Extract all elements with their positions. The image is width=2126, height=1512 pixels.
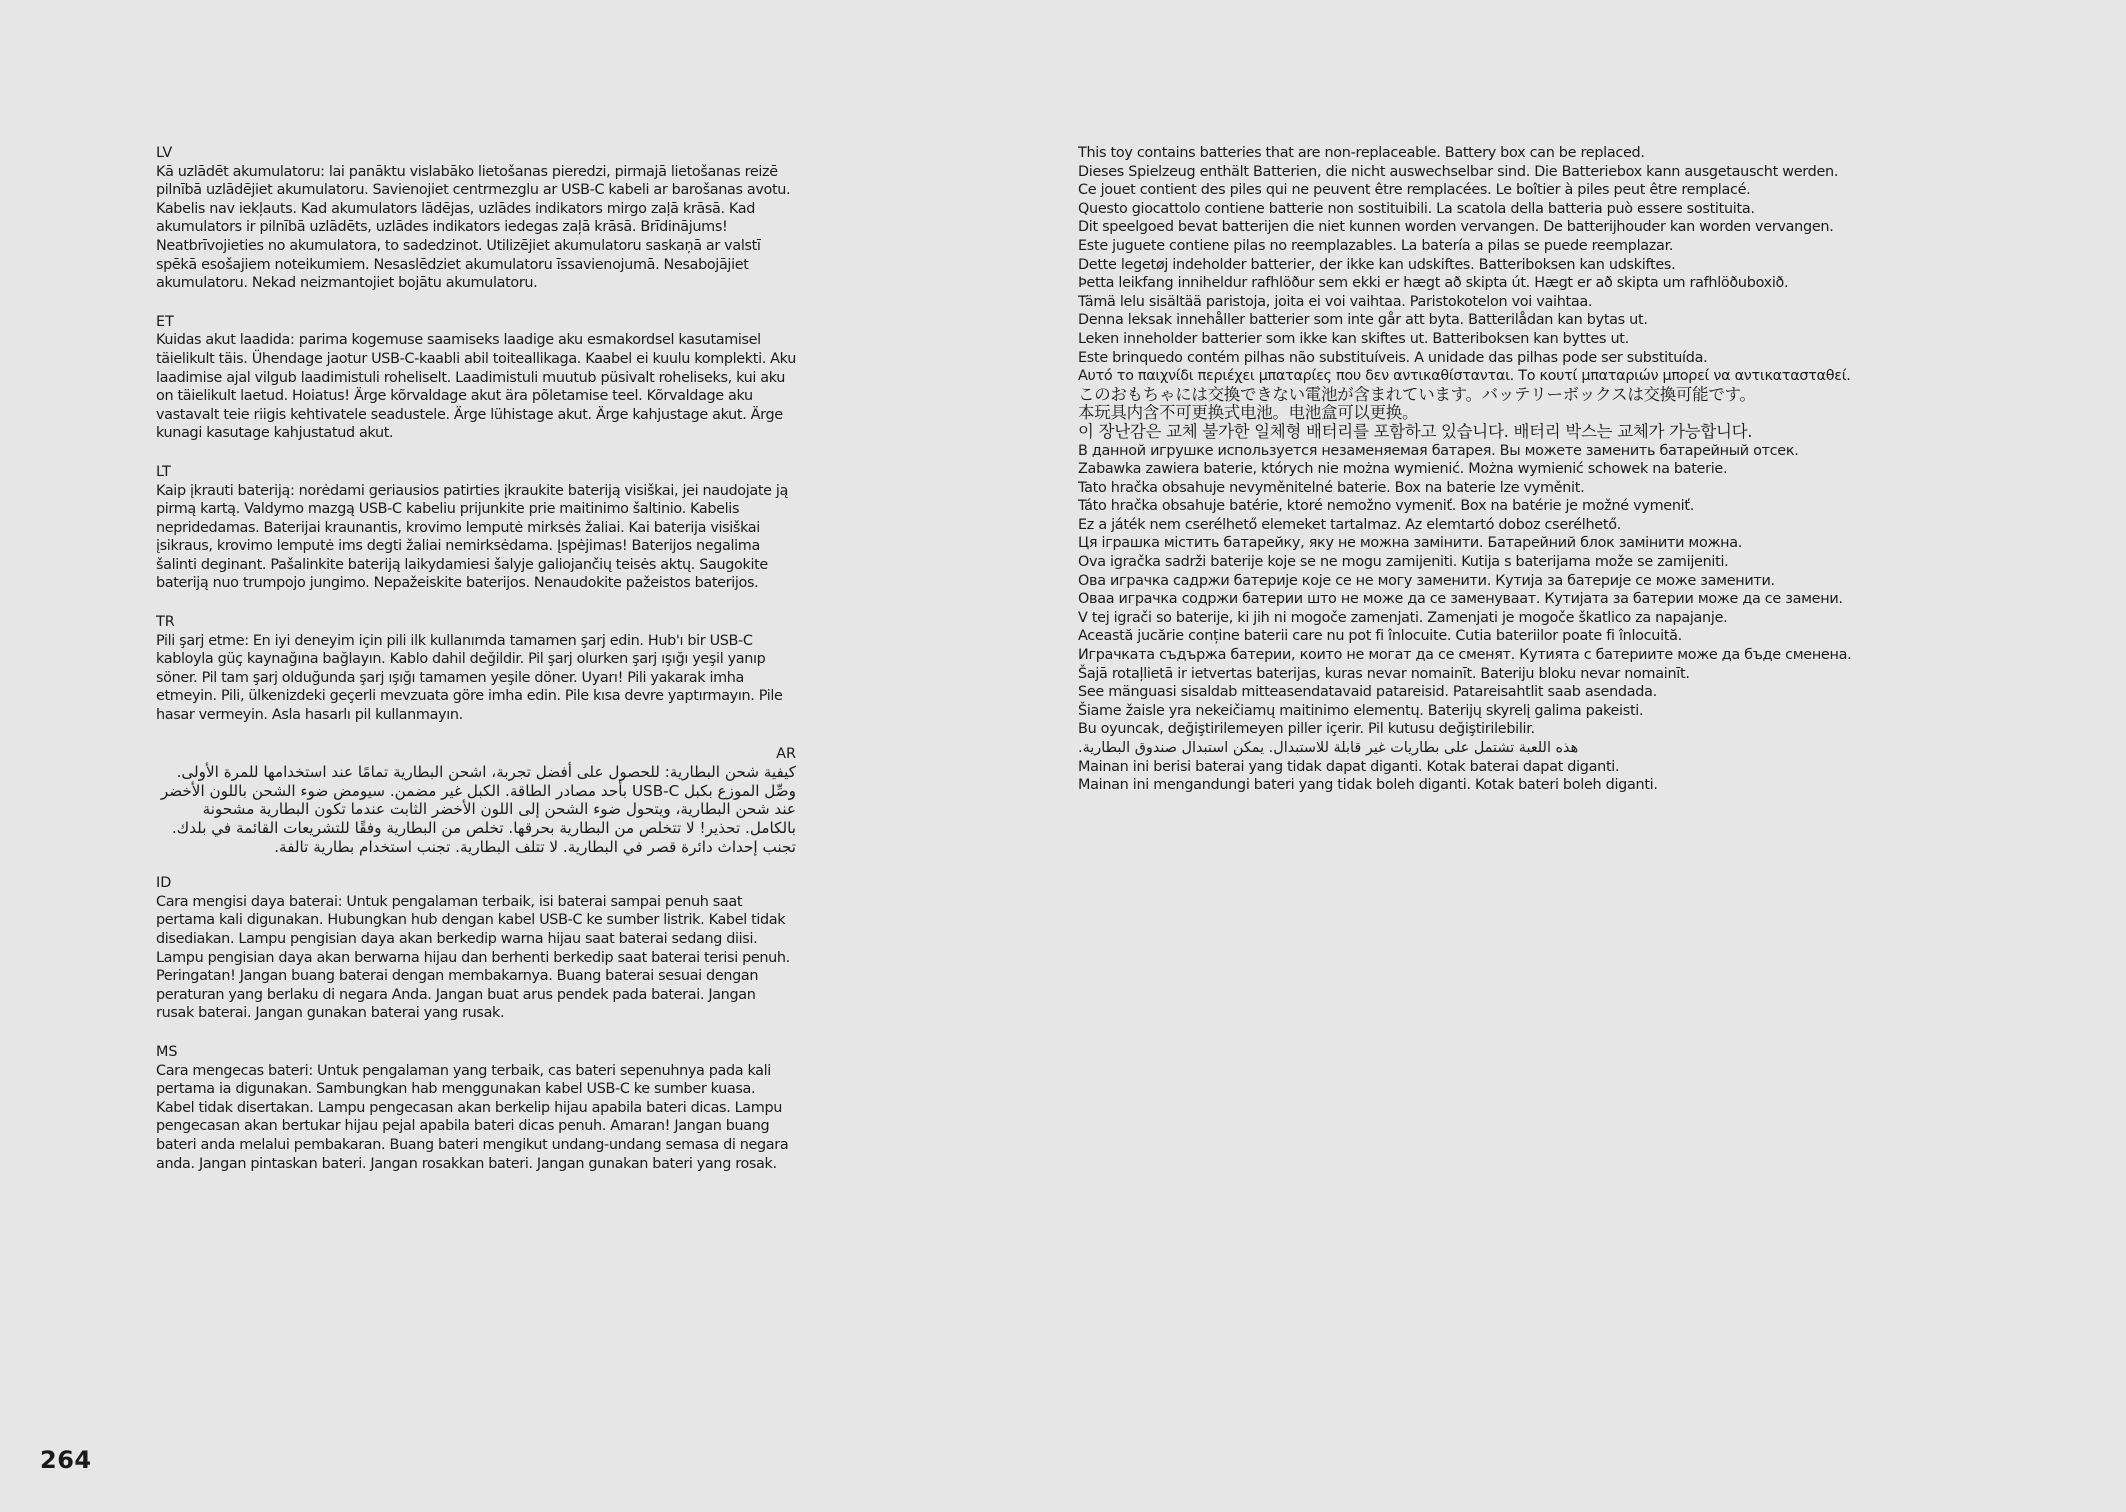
battery-notice-sr: Ова играчка садржи батерије које се не могу заменити. Кутија за батерије се може заменити.	[1078, 572, 1775, 589]
battery-notice-is: Þetta leikfang inniheldur rafhlöður sem ekki er hægt að skipta út. Hægt er að skipta um rafhlöðuboxið.	[1078, 275, 1789, 292]
battery-notice-bg: Играчката съдържа батерии, които не могат да се сменят. Кутията с батериите може да бъде сменена.	[1078, 647, 1852, 664]
battery-notice-pl: Zabawka zawiera baterie, których nie można wymienić. Można wymienić schowek na baterie.	[1078, 461, 1728, 478]
battery-notice-ar: هذه اللعبة تشتمل على بطاريات غير قابلة للاستبدال. يمكن استبدال صندوق البطارية.	[1078, 740, 1579, 756]
battery-notice-nl: Dit speelgoed bevat batterijen die niet kunnen worden vervangen. De batterijhouder kan worden vervangen.	[1078, 219, 1834, 236]
battery-notice-sl: V tej igrači so baterije, ki jih ni mogoče zamenjati. Zamenjati je mogoče škatlico za napajanje.	[1078, 609, 1728, 626]
battery-notice-hu: Ez a játék nem cserélhető elemeket tartalmaz. Az elemtartó doboz cserélhető.	[1078, 516, 1621, 533]
battery-notice-lt: Šiame žaisle yra nekeičiamų maitinimo elementų. Baterijų skyrelį galima pakeisti.	[1078, 702, 1644, 719]
section-text: Pili şarj etme: En iyi deneyim için pili ilk kullanımda tamamen şarj edin. Hub'ı bir USB-C kabloyla güç kaynağına bağlayın. Kablo dahil değildir. Pil şarj olurken şarj ışığı yeşil yanıp söner. Pil tam şarj olduğunda şarj ışığı tamamen yeşile döner. Uyarı! Pili yakarak imha etmeyin. Pili, ülkenizdeki geçerli mevzuata göre imha edin. Pile kısa devre yaptırmayın. Pile hasar vermeyin. Asla hasarlı pil kullanmayın.	[156, 632, 783, 724]
section-language-code: MS	[156, 1043, 178, 1060]
battery-notice-id: Mainan ini berisi baterai yang tidak dapat diganti. Kotak baterai dapat diganti.	[1078, 758, 1620, 775]
battery-notice-it: Questo giocattolo contiene batterie non sostituibili. La scatola della batteria può essere sostituita.	[1078, 200, 1755, 217]
battery-notice-lv: Šajā rotaļlietā ir ietvertas baterijas, kuras nevar nomainīt. Bateriju bloku nevar nomainīt.	[1078, 665, 1690, 682]
battery-notice-de: Dieses Spielzeug enthält Batterien, die nicht auswechselbar sind. Die Batteriebox kann ausgetauscht werden.	[1078, 163, 1839, 180]
battery-notice-ko: 이 장난감은 교체 불가한 일체형 배터리를 포함하고 있습니다. 배터리 박스는 교체가 가능합니다.	[1078, 421, 1753, 441]
section-id	[156, 874, 796, 1023]
battery-notice-fi: Tämä lelu sisältää paristoja, joita ei voi vaihtaa. Paristokotelon voi vaihtaa.	[1078, 293, 1593, 310]
battery-notice-ru: В данной игрушке используется незаменяемая батарея. Вы можете заменить батарейный отсек.	[1078, 442, 1799, 459]
section-language-code: ID	[156, 875, 172, 892]
battery-notice-en: This toy contains batteries that are non-replaceable. Battery box can be replaced.	[1078, 145, 1645, 161]
battery-notice-fr: Ce jouet contient des piles qui ne peuvent être remplacées. Le boîtier à piles peut être remplacé.	[1078, 182, 1751, 199]
section-text: Cara mengecas bateri: Untuk pengalaman yang terbaik, cas bateri sepenuhnya pada kali pertama ia digunakan. Sambungkan hab menggunakan kabel USB-C ke sumber kuasa. Kabel tidak disertakan. Lampu pengecasan akan berkelip hijau apabila bateri dicas. Lampu pengecasan akan bertukar hijau pejal apabila bateri dicas penuh. Amaran! Jangan buang bateri anda melalui pembakaran. Buang bateri mengikut undang-undang semasa di negara anda. Jangan pintaskan bateri. Jangan rosakkan bateri. Jangan gunakan bateri yang rosak.	[156, 1062, 789, 1172]
section-language-code: AR	[776, 745, 796, 762]
section-text: كيفية شحن البطارية: للحصول على أفضل تجربة، اشحن البطارية تمامًا عند استخدامها للمرة الأولى. وصِّل الموزع بكبل USB-C بأحد مصادر الطاقة. الكبل غير مضمن. سيومض ضوء الشحن باللون الأخضر عند شحن البطارية، ويتحول ضوء الشحن إلى اللون الأخضر الثابت عندما تكون البطارية مشحونة بالكامل. تحذير! لا تتخلص من البطارية بحرقها. تخلص من البطارية وفقًا للتشريعات القائمة في بلدك. تجنب إحداث دائرة قصر في البطارية. لا تتلف البطارية. تجنب استخدام بطارية تالفة.	[160, 763, 796, 856]
battery-notice-ja: このおもちゃには交換できない電池が含まれています。バッテリーボックスは交換可能です。	[1078, 384, 1756, 404]
battery-notice-ms: Mainan ini mengandungi bateri yang tidak boleh diganti. Kotak bateri boleh diganti.	[1078, 777, 1658, 794]
section-tr	[156, 613, 796, 725]
battery-notice-ro: Această jucărie conține baterii care nu pot fi înlocuite. Cutia bateriilor poate fi înlocuită.	[1078, 628, 1682, 645]
battery-notice-tr: Bu oyuncak, değiştirilemeyen piller içerir. Pil kutusu değiştirilebilir.	[1078, 721, 1535, 738]
left-column	[156, 144, 796, 1193]
battery-notice-es: Este juguete contiene pilas no reemplazables. La batería a pilas se puede reemplazar.	[1078, 237, 1674, 254]
section-ms	[156, 1043, 796, 1173]
battery-notice-cs: Tato hračka obsahuje nevyměnitelné baterie. Box na baterie lze vyměnit.	[1078, 479, 1585, 496]
section-text: Kā uzlādēt akumulatoru: lai panāktu vislabāko lietošanas pieredzi, pirmajā lietošanas reizē pilnībā uzlādējiet akumulatoru. Savienojiet centrmezglu ar USB-C kabeli ar barošanas avotu. Kabelis nav iekļauts. Kad akumulators lādējas, uzlādes indikators mirgo zaļā krāsā. Kad akumulators ir pilnībā uzlādēts, uzlādes indikators iedegas zaļā krāsā. Brīdinājums! Neatbrīvojieties no akumulatora, to sadedzinot. Utilizējiet akumulatoru saskaņā ar valstī spēkā esošajiem noteikumiem. Nesaslēdziet akumulatoru īssavienojumā. Nesabojājiet akumulatoru. Nekad neizmantojiet bojātu akumulatoru.	[156, 163, 791, 292]
battery-notice-mk: Оваа играчка содржи батерии што не може да се заменуваат. Кутијата за батерии може да се замени.	[1078, 591, 1843, 608]
battery-notice-et: See mänguasi sisaldab mitteasendatavaid patareisid. Patareisahtlit saab asendada.	[1078, 684, 1657, 701]
section-language-code: ET	[156, 313, 174, 330]
section-language-code: LT	[156, 463, 171, 480]
battery-notice-uk: Ця іграшка містить батарейку, яку не можна замінити. Батарейний блок замінити можна.	[1078, 535, 1743, 552]
section-language-code: TR	[156, 614, 175, 631]
section-lv	[156, 144, 796, 293]
battery-notice-pt: Este brinquedo contém pilhas não substituíveis. A unidade das pilhas pode ser substituída.	[1078, 349, 1708, 366]
battery-notice-no: Leken inneholder batterier som ikke kan skiftes ut. Batteriboksen kan byttes ut.	[1078, 330, 1629, 347]
battery-notice-sv: Denna leksak innehåller batterier som inte går att byta. Batterilådan kan bytas ut.	[1078, 312, 1648, 329]
battery-notice-sk: Táto hračka obsahuje batérie, ktoré nemožno vymeniť. Box na batérie je možné vymeniť.	[1078, 498, 1694, 515]
battery-notice-el: Αυτό το παιχνίδι περιέχει μπαταρίες που δεν αντικαθίστανται. Το κουτί μπαταριών μπορεί να αντικατασταθεί.	[1078, 368, 1851, 385]
battery-notice-hr: Ova igračka sadrži baterije koje se ne mogu zamijeniti. Kutija s baterijama može se zamijeniti.	[1078, 554, 1729, 571]
section-language-code: LV	[156, 145, 173, 161]
section-text: Kaip įkrauti bateriją: norėdami geriausios patirties įkraukite bateriją visiškai, jei naudojate ją pirmą kartą. Valdymo mazgą USB-C kabeliu prijunkite prie maitinimo šaltinio. Kabelis nepridedamas. Baterijai kraunantis, krovimo lemputė mirksės žaliai. Kai baterija visiškai įsikraus, krovimo lemputė ims degti žaliai nemirksėdama. Įspėjimas! Baterijos negalima šalinti deginant. Pašalinkite bateriją laikydamiesi šalyje galiojančių teisės aktų. Saugokite bateriją nuo trumpojo jungimo. Nepažeiskite baterijos. Nenaudokite pažeistos baterijos.	[156, 482, 788, 592]
section-et	[156, 313, 796, 443]
page-number: 264	[40, 1446, 92, 1474]
battery-notice-da: Dette legetøj indeholder batterier, der ikke kan udskiftes. Batteriboksen kan udskiftes.	[1078, 256, 1676, 273]
section-lt	[156, 463, 796, 593]
section-text: Kuidas akut laadida: parima kogemuse saamiseks laadige aku esmakordsel kasutamisel täielikult täis. Ühendage jaotur USB-C-kaabli abil toiteallikaga. Kaabel ei kuulu komplekti. Aku laadimise ajal vilgub laadimistuli roheliselt. Laadimistuli muutub püsivalt roheliseks, kui aku on täielikult laetud. Hoiatus! Ärge kõrvaldage akut ära põletamise teel. Kõrvaldage aku vastavalt teie riigis kehtivatele seadustele. Ärge lühistage akut. Ärge kahjustage akut. Ärge kunagi kasutage kahjustatud akut.	[156, 332, 796, 442]
section-text: Cara mengisi daya baterai: Untuk pengalaman terbaik, isi baterai sampai penuh saat pertama kali digunakan. Hubungkan hub dengan kabel USB-C ke sumber listrik. Kabel tidak disediakan. Lampu pengisian daya akan berkedip warna hijau saat baterai sedang diisi. Lampu pengisian daya akan berwarna hijau dan berhenti berkedip saat baterai terisi penuh. Peringatan! Jangan buang baterai dengan membakarnya. Buang baterai sesuai dengan peraturan yang berlaku di negara Anda. Jangan buat arus pendek pada baterai. Jangan rusak baterai. Jangan gunakan baterai yang rusak.	[156, 893, 790, 1022]
battery-notice-column	[1078, 144, 2038, 795]
battery-notice-zh: 本玩具内含不可更换式电池。电池盒可以更换。	[1078, 403, 1419, 423]
section-ar	[156, 745, 796, 857]
